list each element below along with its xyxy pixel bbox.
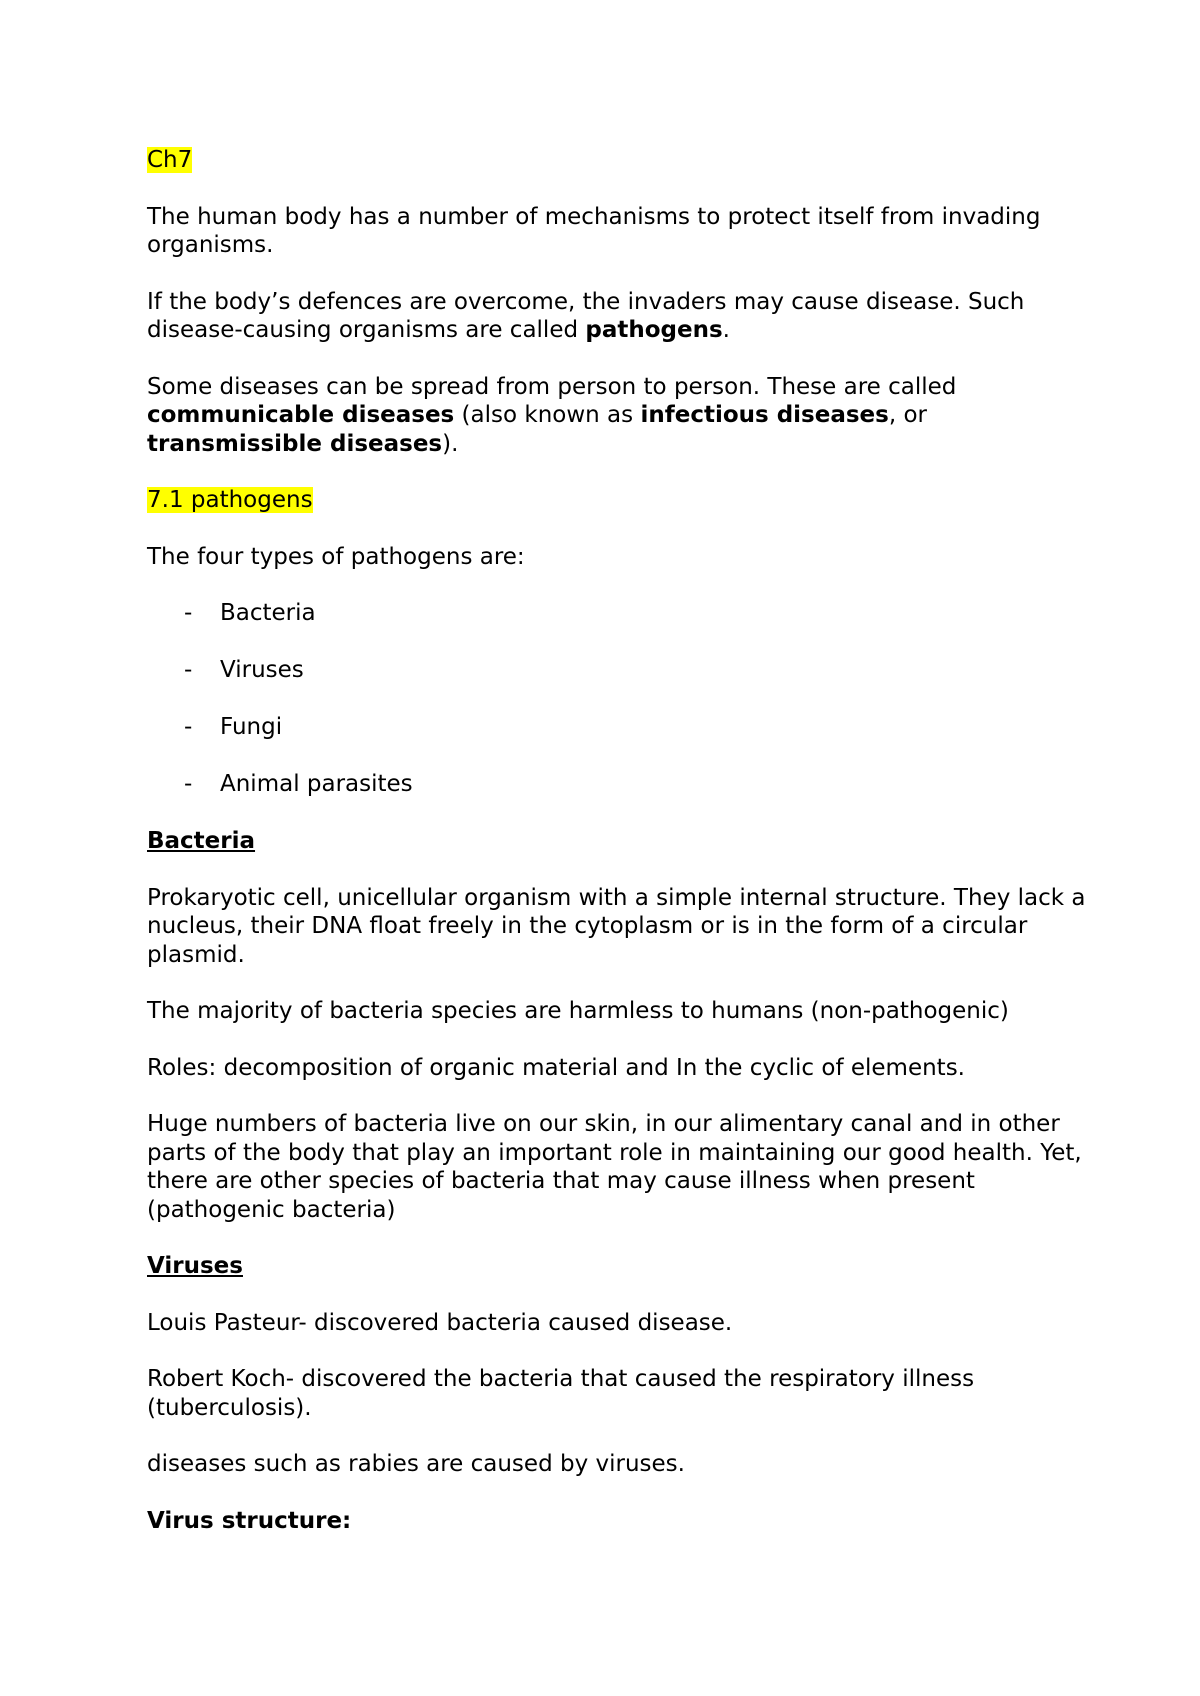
dash-marker: -	[184, 714, 193, 740]
bacteria-paragraph-4: Huge numbers of bacteria live on our skin, in our alimentary canal and in other parts of the body that play an important role in maintaining our good health. Yet, there are other species of bacteria that may cause illness when present (pathogenic bacteria)	[147, 1111, 1082, 1223]
chapter-heading	[147, 146, 1087, 175]
section-71-label: 7.1 pathogens	[147, 487, 313, 513]
document-page	[147, 146, 1087, 1563]
term-transmissible-diseases: transmissible diseases	[147, 430, 443, 457]
term-infectious-diseases: infectious diseases	[640, 402, 889, 428]
viruses-heading-text: Viruses	[147, 1253, 243, 1279]
dash-marker: -	[184, 771, 193, 797]
list-item-text: Fungi	[220, 714, 283, 740]
intro-paragraph-2-end: .	[722, 317, 730, 343]
intro-paragraph-2-text: If the body’s defences are overcome, the invaders may cause disease. Such disease-causing organisms are called	[147, 288, 1025, 343]
intro-paragraph-3-end: ).	[442, 430, 459, 457]
term-communicable-diseases: communicable diseases	[147, 402, 455, 428]
bacteria-paragraph-3: Roles: decomposition of organic material and In the cyclic of elements.	[147, 1054, 965, 1081]
bacteria-paragraph-1: Prokaryotic cell, unicellular organism with a simple internal structure. They lack a nucleus, their DNA float freely in the cytoplasm or is in the form of a circular plasmid.	[147, 884, 1086, 968]
bacteria-paragraph-2: The majority of bacteria species are harmless to humans (non-pathogenic)	[147, 998, 1009, 1024]
virus-structure-heading-text: Virus structure:	[147, 1507, 352, 1534]
list-item	[147, 713, 1087, 742]
virus-structure-heading	[147, 1507, 1087, 1536]
list-item	[147, 656, 1087, 685]
list-item-text: Animal parasites	[220, 771, 413, 797]
viruses-paragraph-3: diseases such as rabies are caused by viruses.	[147, 1451, 685, 1477]
intro-paragraph-3	[147, 373, 1087, 459]
intro-paragraph-3-text-b: (also known as	[454, 402, 641, 428]
viruses-paragraph-1: Louis Pasteur- discovered bacteria caused disease.	[147, 1309, 733, 1336]
intro-paragraph-3-text-c: , or	[888, 402, 927, 428]
list-item-text: Bacteria	[220, 600, 316, 626]
dash-marker: -	[184, 657, 193, 683]
intro-paragraph-1: The human body has a number of mechanisms to protect itself from invading organisms.	[147, 203, 1041, 258]
viruses-paragraph-2: Robert Koch- discovered the bacteria that caused the respiratory illness (tuberculosis).	[147, 1366, 975, 1421]
term-pathogens: pathogens	[585, 317, 723, 343]
list-item	[147, 599, 1087, 628]
bacteria-heading	[147, 827, 1087, 856]
pathogen-types-list	[147, 599, 1087, 799]
bacteria-heading-text: Bacteria	[147, 828, 256, 854]
viruses-heading	[147, 1252, 1087, 1281]
list-item	[147, 770, 1087, 799]
list-item-text: Viruses	[220, 657, 304, 683]
dash-marker: -	[184, 600, 193, 626]
intro-paragraph-3-text: Some diseases can be spread from person to person. These are called	[147, 373, 957, 400]
section-heading	[147, 486, 1087, 515]
pathogen-types-lead: The four types of pathogens are:	[147, 543, 525, 570]
chapter-label: Ch7	[147, 147, 193, 173]
intro-paragraph-2	[147, 288, 1087, 345]
